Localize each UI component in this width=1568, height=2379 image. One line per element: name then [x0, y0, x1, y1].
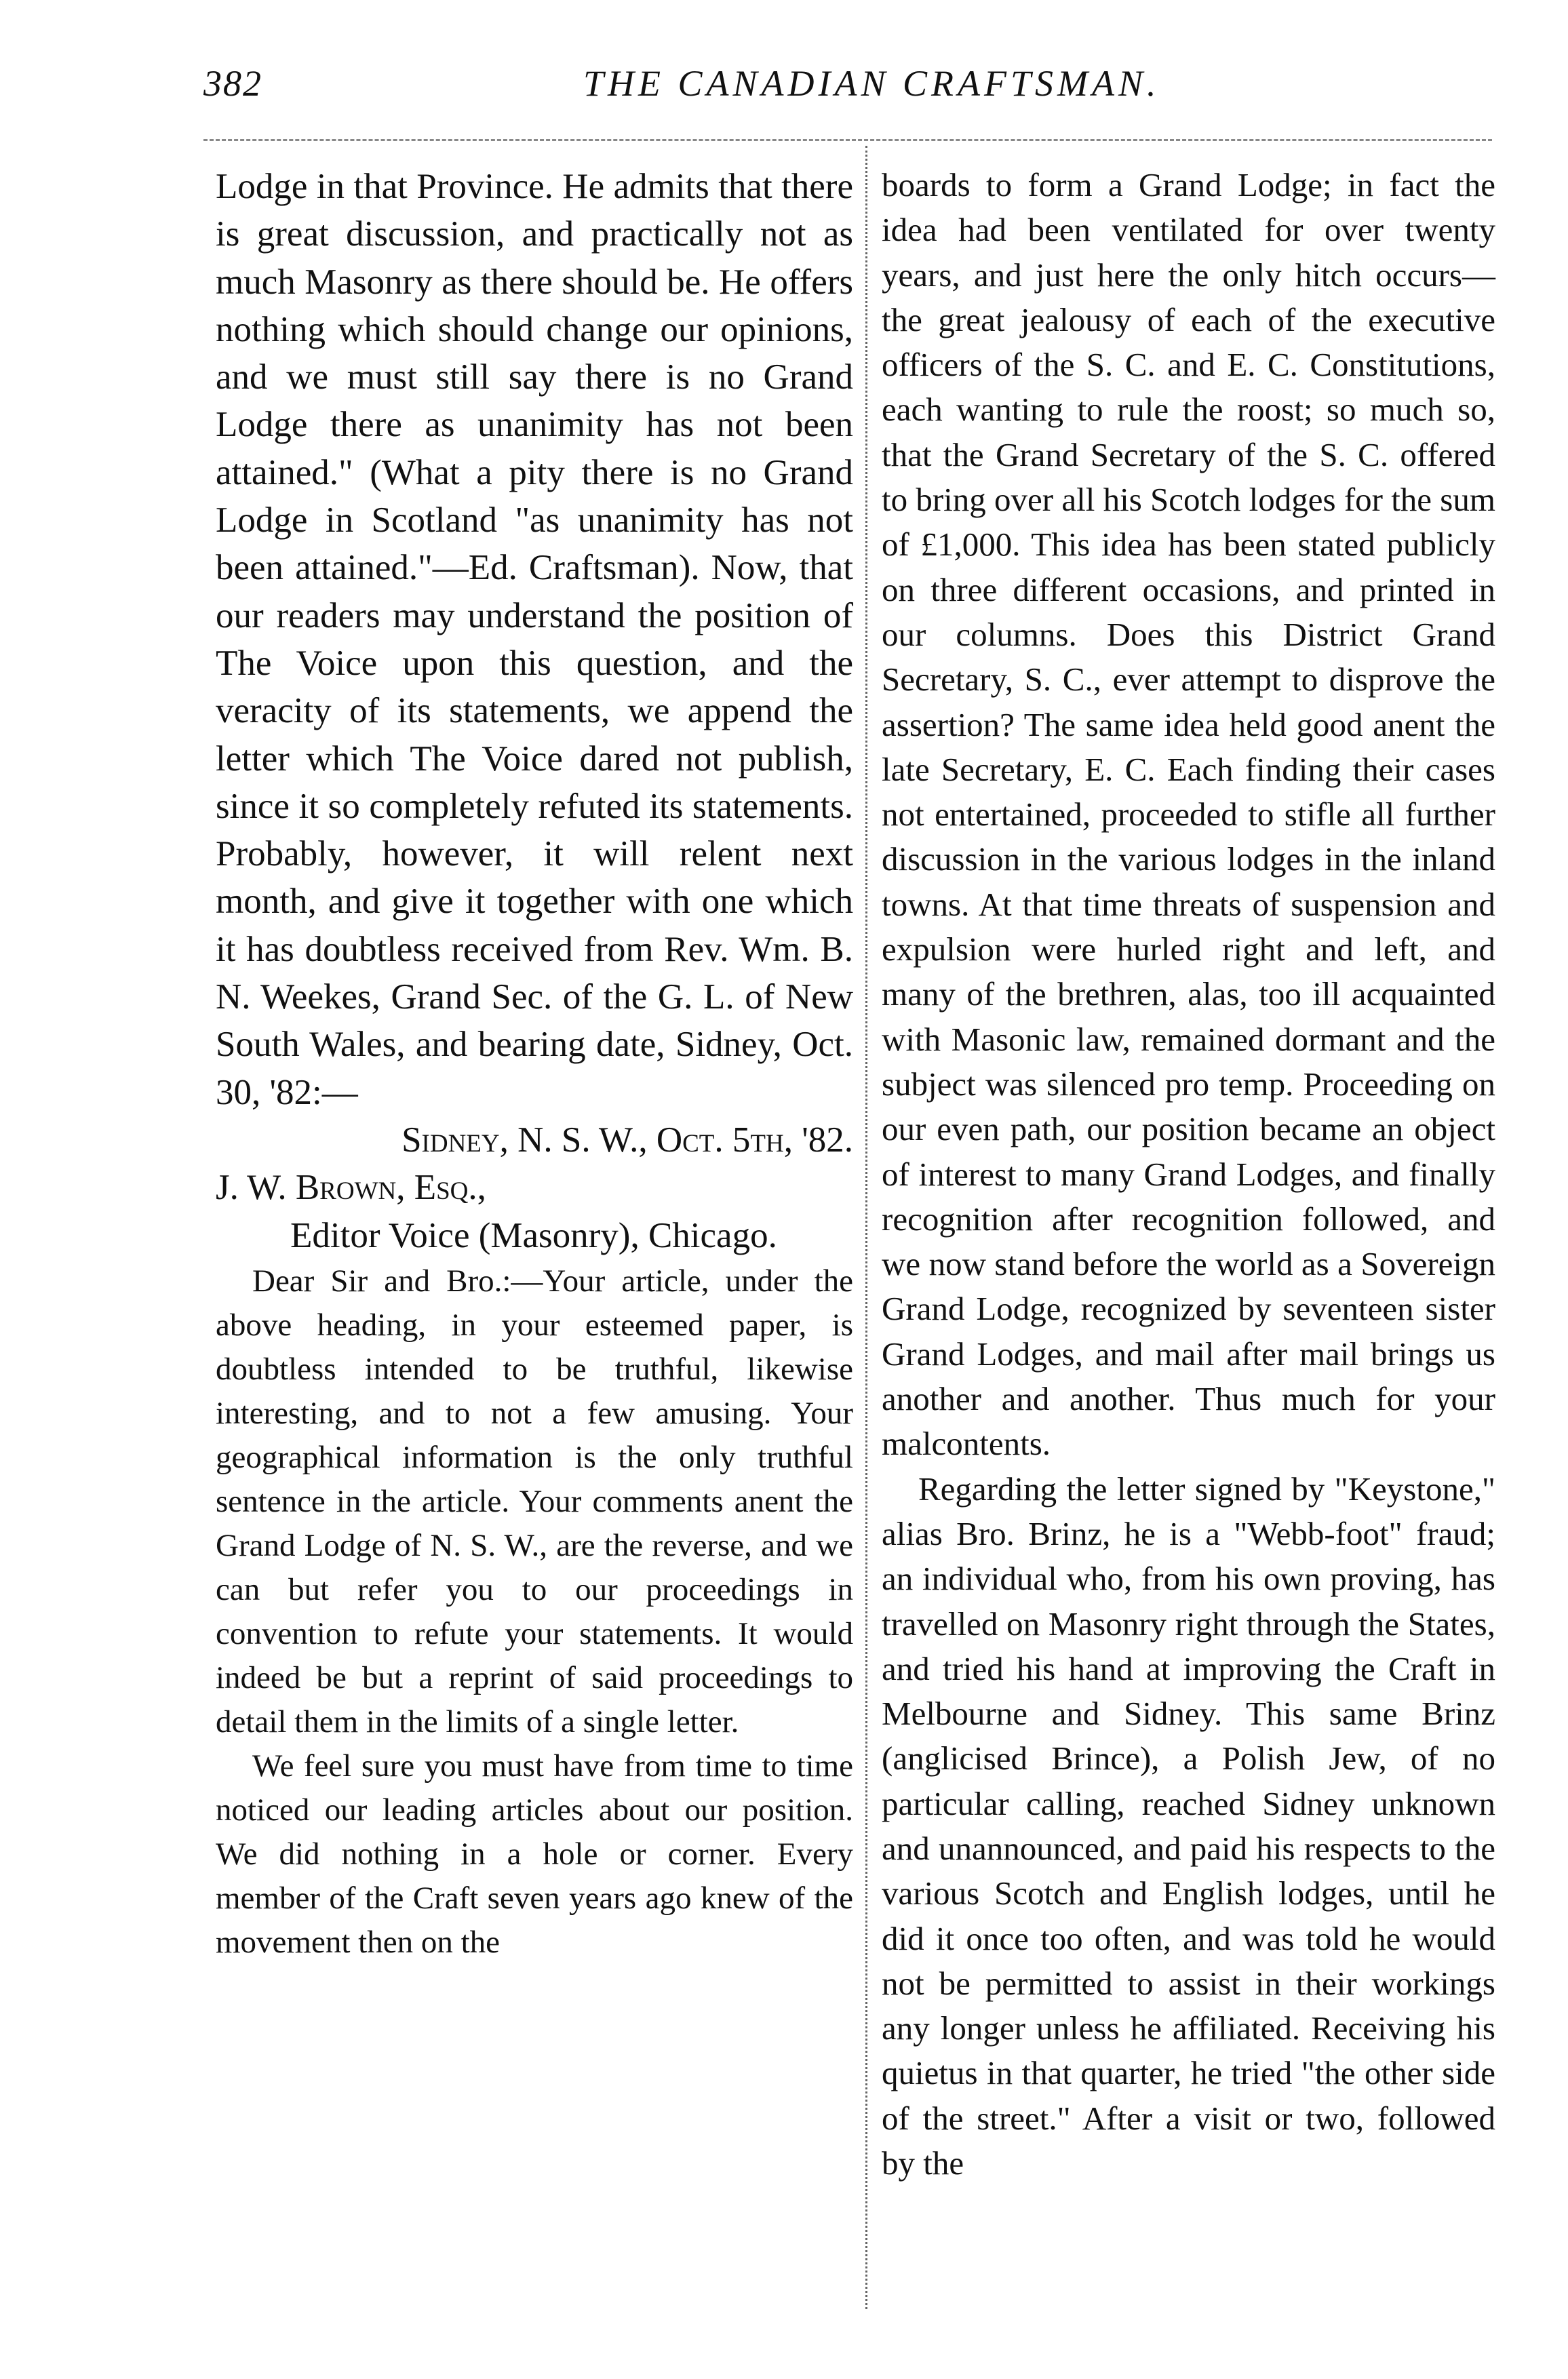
journal-title: THE CANADIAN CRAFTSMAN.	[583, 63, 1160, 104]
left-column	[216, 163, 853, 1965]
header-rule	[203, 139, 1492, 141]
letter-paragraph: We feel sure you must have from time to time noticed our leading articles about our position. We did nothing in a hole or corner. Every member of the Craft seven years ago knew of the movement then on the	[216, 1748, 853, 1960]
letter-dateline: Sidney, N. S. W., Oct. 5th, '82.	[401, 1120, 853, 1160]
letter-addressee: J. W. Brown, Esq.,	[216, 1168, 486, 1208]
letter-paragraph: Regarding the letter signed by "Keystone," alias Bro. Brinz, he is a "Webb-foot" fraud; an individual who, from his own proving, has travelled on Masonry right through the States, and tried his hand at improving the Craft in Melbourne and Sidney. This same Brinz (anglicised Brince), a Polish Jew, of no particular calling, reached Sidney unknown and unannounced, and paid his respects to the various Scotch and English lodges, until he did it once too often, and was told he would not be permitted to assist in their workings any longer unless he affiliated. Receiving his quietus in that quarter, he tried "the other side of the street." After a visit or two, followed by the	[882, 1470, 1495, 2182]
letter-paragraph: Dear Sir and Bro.:—Your article, under the above heading, in your esteemed paper, is doubtless intended to be truthful, likewise interesting, and to not a few amusing. Your geographical information is the only truthful sentence in the article. Your comments anent the Grand Lodge of N. S. W., are the reverse, and we can but refer you to our proceedings in convention to refute your statements. It would indeed be but a reprint of said proceedings to detail them in the limits of a single letter.	[216, 1263, 853, 1739]
letter-editor-line: Editor Voice (Masonry), Chicago.	[290, 1215, 777, 1255]
running-header	[203, 62, 1492, 117]
paragraph: Lodge in that Province. He admits that there is great discussion, and practically not as much Masonry as there should be. He offers nothing which should change our opinions, and we must still say there is no Grand Lodge there as unanimity has not been attained." (What a pity there is no Grand Lodge in Scotland "as unanimity has not been attained."—Ed. Craftsman). Now, that our readers may understand the position of The Voice upon this question, and the veracity of its statements, we append the letter which The Voice dared not publish, since it so completely refuted its statements. Probably, however, it will relent next month, and give it together with one which it has doubtless received from Rev. Wm. B. N. Weekes, Grand Sec. of the G. L. of New South Wales, and bearing date, Sidney, Oct. 30, '82:—	[216, 167, 853, 1112]
column-divider	[865, 146, 867, 2309]
right-column	[882, 163, 1495, 2186]
page-number: 382	[203, 63, 262, 104]
letter-paragraph: boards to form a Grand Lodge; in fact the idea had been ventilated for over twenty years, and just here the only hitch occurs—the great jealousy of each of the executive officers of the S. C. and E. C. Constitutions, each wanting to rule the roost; so much so, that the Grand Secretary of the S. C. offered to bring over all his Scotch lodges for the sum of £1,000. This idea has been stated publicly on three different occasions, and printed in our columns. Does this District Grand Secretary, S. C., ever attempt to disprove the assertion? The same idea held good anent the late Secretary, E. C. Each finding their cases not entertained, proceeded to stifle all further discussion in the various lodges in the inland towns. At that time threats of suspension and expulsion were hurled right and left, and many of the brethren, alas, too ill acquainted with Masonic law, remained dormant and the subject was silenced pro temp. Proceeding on our even path, our position became an object of interest to many Grand Lodges, and finally recognition after recognition followed, and we now stand before the world as a Sovereign Grand Lodge, recognized by seventeen sister Grand Lodges, and mail after mail brings us another and another. Thus much for your malcontents.	[882, 166, 1495, 1463]
